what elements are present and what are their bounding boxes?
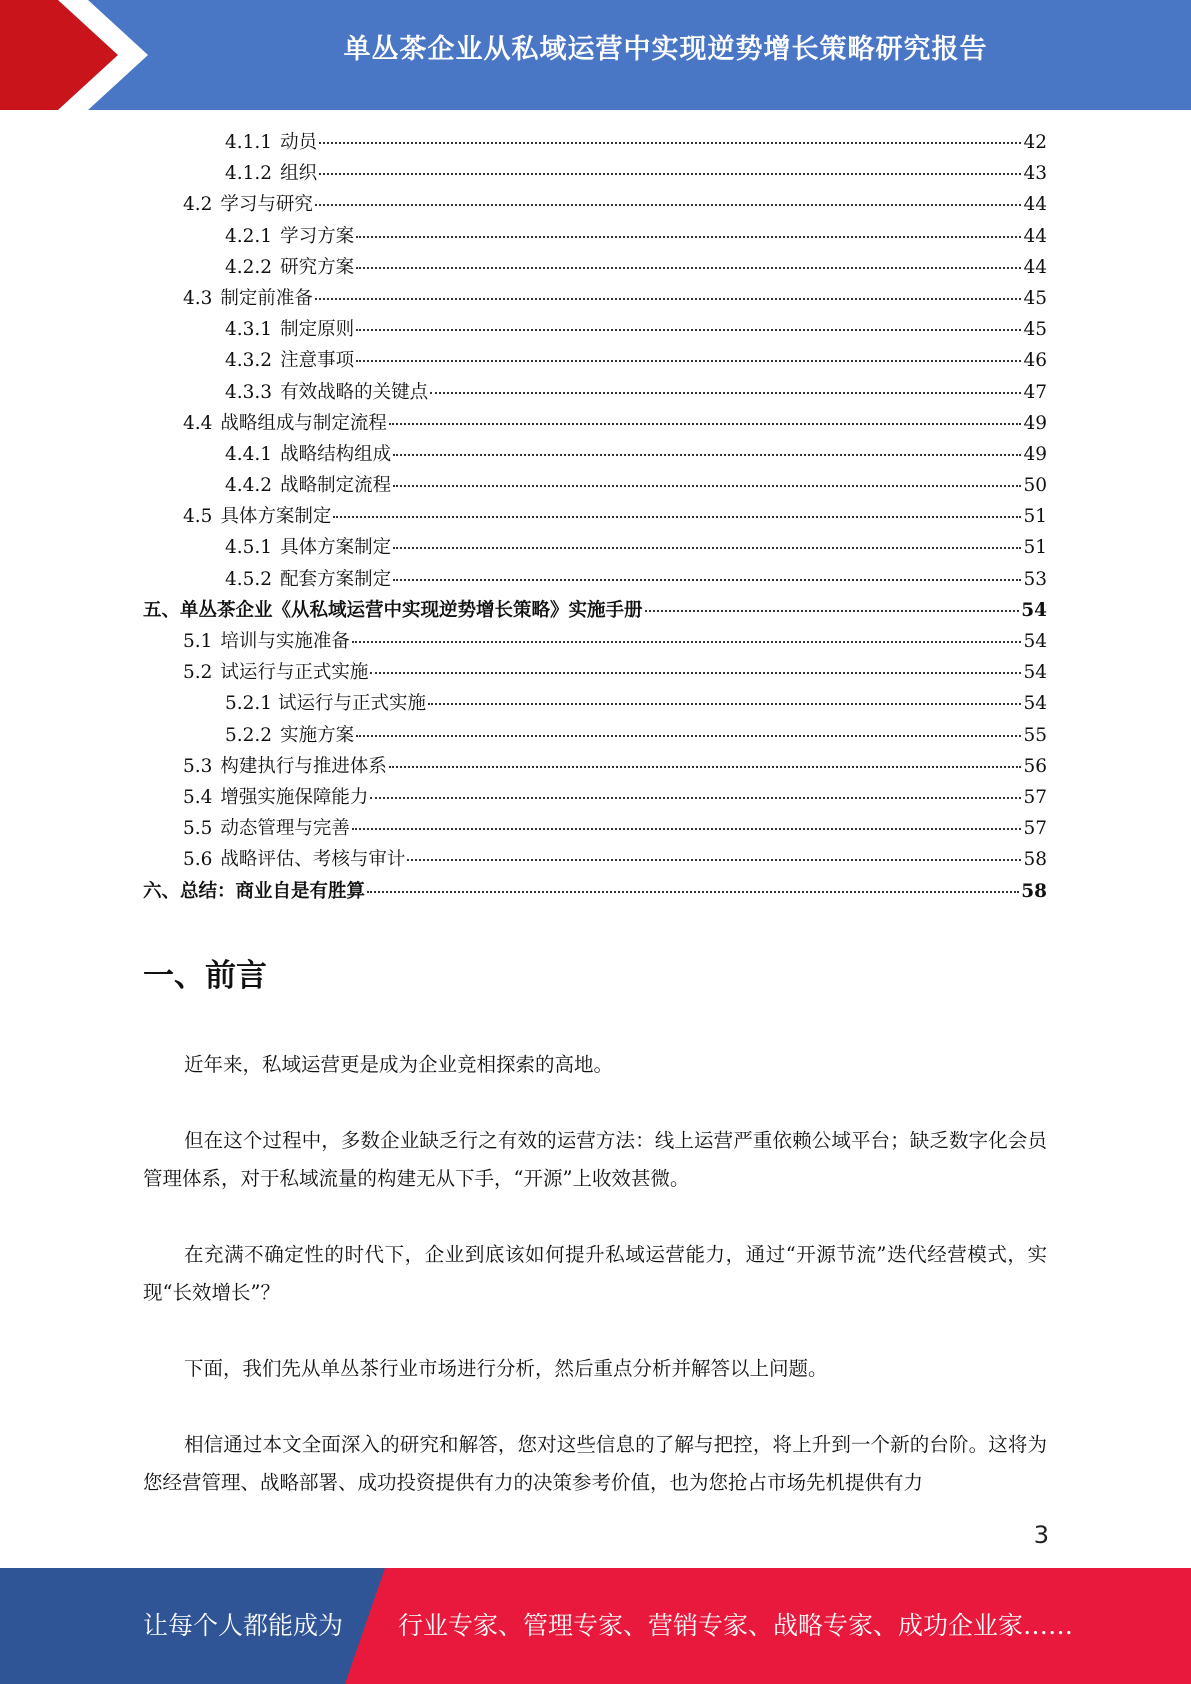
- toc-entry: [225, 159, 317, 185]
- toc-page-number: 45: [1023, 319, 1047, 341]
- toc-page-number: 43: [1023, 163, 1047, 185]
- toc-page-number: 44: [1023, 225, 1047, 247]
- toc-entry: [225, 346, 354, 372]
- toc-dot-leader: [428, 703, 1021, 705]
- toc-row[interactable]: [143, 284, 1047, 315]
- toc-dot-leader: [352, 641, 1022, 643]
- toc-entry-title: 培训与实施准备: [220, 631, 350, 652]
- report-title: 单丛茶企业从私域运营中实现逆势增长策略研究报告: [343, 34, 988, 65]
- toc-entry-title: 具体方案制定: [220, 506, 332, 528]
- toc-page-number: 57: [1023, 818, 1047, 840]
- toc-entry-number: 4.3.2: [225, 350, 273, 372]
- toc-page-number: 58: [1021, 880, 1047, 902]
- toc-entry-number: 5.2: [183, 662, 213, 684]
- toc-entry: [225, 721, 354, 747]
- toc-dot-leader: [367, 891, 1019, 893]
- toc-entry-title: 战略组成与制定流程: [220, 412, 387, 434]
- toc-page-number: 58: [1023, 849, 1047, 871]
- toc-row[interactable]: [143, 689, 1047, 720]
- toc-row[interactable]: [143, 658, 1047, 689]
- toc-entry: [225, 565, 391, 591]
- page-number: 3: [1033, 1521, 1049, 1549]
- toc-page-number: 44: [1023, 194, 1047, 216]
- toc-entry: [225, 253, 354, 279]
- toc-dot-leader: [407, 859, 1021, 861]
- toc-entry: [143, 877, 365, 903]
- toc-entry: [225, 471, 391, 497]
- toc-entry: [183, 814, 350, 840]
- toc-entry-number: 5.4: [183, 786, 213, 808]
- toc-entry-title: 战略制定流程: [280, 475, 392, 497]
- toc-entry-number: 5.6: [183, 849, 213, 871]
- toc-entry-title: 学习与研究: [220, 194, 313, 216]
- footer-slogan-right: 行业专家、管理专家、营销专家、战略专家、成功企业家……: [398, 1611, 1074, 1640]
- toc-entry: [183, 409, 387, 435]
- toc-page-number: 49: [1023, 412, 1047, 434]
- toc-entry: [183, 502, 331, 528]
- toc-entry-title: 六、总结：商业自是有胜算: [143, 880, 366, 902]
- section-heading-preface: 一、前言: [143, 958, 267, 994]
- toc-entry-number: 4.2.2: [225, 256, 273, 278]
- toc-dot-leader: [393, 579, 1021, 581]
- toc-dot-leader: [356, 236, 1021, 238]
- toc-entry: [225, 440, 391, 466]
- toc-page-number: 54: [1021, 599, 1047, 621]
- toc-entry-title: 组织: [280, 163, 318, 185]
- toc-page-number: 54: [1023, 631, 1047, 652]
- toc-page-number: 45: [1023, 287, 1047, 309]
- toc-entry-title: 试运行与正式实施: [220, 662, 369, 684]
- toc-row[interactable]: [143, 471, 1047, 502]
- toc-entry: [183, 190, 313, 216]
- toc-dot-leader: [370, 672, 1021, 674]
- toc-dot-leader: [356, 329, 1021, 331]
- toc-dot-leader: [645, 610, 1020, 612]
- toc-entry: [225, 315, 354, 341]
- toc-entry-title: 研究方案: [280, 256, 355, 278]
- toc-entry-number: 4.3: [183, 287, 213, 309]
- toc-page-number: 44: [1023, 256, 1047, 278]
- toc-row[interactable]: [143, 877, 1047, 908]
- toc-dot-leader: [315, 204, 1022, 206]
- toc-entry-number: 4.5.2: [225, 568, 273, 590]
- preface-paragraph-3: 在充满不确定性的时代下，企业到底该如何提升私域运营能力，通过“开源节流”迭代经营模式，实现“长效增长”？: [143, 1243, 1047, 1304]
- toc-entry-number: 4.3.3: [225, 381, 273, 403]
- toc-row[interactable]: [143, 533, 1047, 564]
- preface-paragraph-1: 近年来，私域运营更是成为企业竞相探索的高地。: [184, 1053, 614, 1076]
- toc-dot-leader: [356, 360, 1021, 362]
- toc-row[interactable]: [143, 315, 1047, 346]
- toc-row[interactable]: [143, 409, 1047, 440]
- page-footer: [0, 1568, 1191, 1684]
- toc-dot-leader: [389, 766, 1022, 768]
- toc-entry-number: 4.1.2: [225, 163, 273, 185]
- toc-page-number: 55: [1023, 724, 1047, 746]
- toc-entry-number: 4.5.1: [225, 537, 273, 559]
- toc-entry: [225, 689, 426, 715]
- toc-dot-leader: [333, 516, 1021, 518]
- toc-row[interactable]: [143, 346, 1047, 377]
- toc-row[interactable]: [143, 190, 1047, 221]
- toc-page-number: 54: [1023, 693, 1047, 715]
- toc-page-number: 46: [1023, 350, 1047, 372]
- toc-dot-leader: [393, 547, 1021, 549]
- toc-dot-leader: [315, 298, 1022, 300]
- toc-row[interactable]: [143, 159, 1047, 190]
- toc-dot-leader: [393, 485, 1021, 487]
- toc-entry-number: 5.2.2: [225, 724, 273, 746]
- toc-page-number: 53: [1023, 568, 1047, 590]
- toc-entry: [225, 128, 317, 154]
- toc-entry: [225, 533, 391, 559]
- toc-entry-title: 动态管理与完善: [220, 818, 350, 840]
- toc-page-number: 56: [1023, 755, 1047, 777]
- preface-paragraph-2: 但在这个过程中，多数企业缺乏行之有效的运营方法：线上运营严重依赖公域平台；缺乏数字化会员管理体系，对于私域流量的构建无从下手，“开源”上收效甚微。: [143, 1129, 1047, 1190]
- toc-entry-title: 构建执行与推进体系: [220, 755, 387, 777]
- toc-dot-leader: [352, 828, 1022, 830]
- toc-row[interactable]: [143, 565, 1047, 596]
- toc-row[interactable]: [143, 128, 1047, 159]
- toc-entry: [225, 378, 428, 404]
- toc-row[interactable]: [143, 596, 1047, 627]
- toc-row[interactable]: [143, 721, 1047, 752]
- toc-entry-title: 增强实施保障能力: [220, 786, 369, 808]
- toc-page-number: 42: [1023, 132, 1047, 153]
- toc-entry-title: 战略评估、考核与审计: [220, 849, 406, 871]
- toc-row[interactable]: [143, 222, 1047, 253]
- toc-entry-title: 动员: [280, 132, 318, 153]
- toc-entry: [183, 783, 368, 809]
- toc-entry-number: 4.3.1: [225, 319, 273, 341]
- toc-page-number: 49: [1023, 443, 1047, 465]
- toc-entry-number: 4.2.1: [225, 225, 273, 247]
- toc-dot-leader: [393, 454, 1021, 456]
- toc-dot-leader: [389, 423, 1022, 425]
- toc-entry-title: 战略结构组成: [280, 443, 392, 465]
- toc-dot-leader: [356, 267, 1021, 269]
- preface-paragraph-5: 相信通过本文全面深入的研究和解答，您对这些信息的了解与把控，将上升到一个新的台阶。这将为您经营管理、战略部署、成功投资提供有力的决策参考价值，也为您抢占市场先机提供有力: [143, 1433, 1047, 1494]
- toc-entry-number: 4.1.1: [225, 132, 273, 153]
- toc-dot-leader: [319, 142, 1021, 144]
- page-header: [0, 0, 1191, 110]
- toc-entry: [225, 222, 354, 248]
- toc-row[interactable]: [143, 253, 1047, 284]
- toc-entry-number: 4.2: [183, 194, 213, 216]
- toc-entry-title: 制定原则: [280, 319, 355, 341]
- toc-entry-number: 5.1: [183, 631, 213, 652]
- toc-row[interactable]: [143, 814, 1047, 845]
- table-of-contents: [143, 128, 1047, 908]
- toc-row[interactable]: [143, 440, 1047, 471]
- toc-dot-leader: [430, 392, 1021, 394]
- toc-entry: [183, 658, 368, 684]
- toc-page-number: 51: [1023, 506, 1047, 528]
- toc-entry: [183, 845, 405, 871]
- toc-entry: [143, 596, 643, 622]
- toc-entry-title: 注意事项: [280, 350, 355, 372]
- toc-entry-title: 5.2.1 试运行与正式实施: [225, 693, 426, 715]
- toc-entry: [183, 284, 313, 310]
- toc-entry-title: 五、单丛茶企业《从私域运营中实现逆势增长策略》实施手册: [143, 599, 643, 621]
- toc-entry: [183, 627, 350, 653]
- toc-entry-title: 学习方案: [280, 225, 355, 247]
- toc-row[interactable]: [143, 783, 1047, 814]
- toc-page-number: 50: [1023, 475, 1047, 497]
- toc-row[interactable]: [143, 627, 1047, 658]
- toc-dot-leader: [356, 735, 1021, 737]
- toc-entry-title: 具体方案制定: [280, 537, 392, 559]
- toc-page-number: 47: [1023, 381, 1047, 403]
- footer-slogan-left: 让每个人都能成为: [143, 1611, 344, 1640]
- toc-entry-number: 5.3: [183, 755, 213, 777]
- toc-entry-number: 5.5: [183, 818, 213, 840]
- toc-entry-title: 配套方案制定: [280, 568, 392, 590]
- toc-row[interactable]: [143, 378, 1047, 409]
- toc-page-number: 54: [1023, 662, 1047, 684]
- toc-page-number: 57: [1023, 786, 1047, 808]
- toc-row[interactable]: [143, 845, 1047, 876]
- preface-paragraph-4: 下面，我们先从单丛茶行业市场进行分析，然后重点分析并解答以上问题。: [184, 1357, 828, 1380]
- toc-entry-title: 实施方案: [280, 724, 355, 746]
- toc-page-number: 51: [1023, 537, 1047, 559]
- toc-entry-number: 4.5: [183, 506, 213, 528]
- toc-dot-leader: [319, 173, 1021, 175]
- toc-entry-number: 4.4.2: [225, 475, 273, 497]
- toc-row[interactable]: [143, 752, 1047, 783]
- toc-row[interactable]: [143, 502, 1047, 533]
- toc-entry-number: 4.4.1: [225, 443, 273, 465]
- toc-dot-leader: [370, 797, 1021, 799]
- toc-entry-title: 制定前准备: [220, 287, 313, 309]
- toc-entry-number: 4.4: [183, 412, 213, 434]
- toc-entry-title: 有效战略的关键点: [280, 381, 429, 403]
- toc-entry: [183, 752, 387, 778]
